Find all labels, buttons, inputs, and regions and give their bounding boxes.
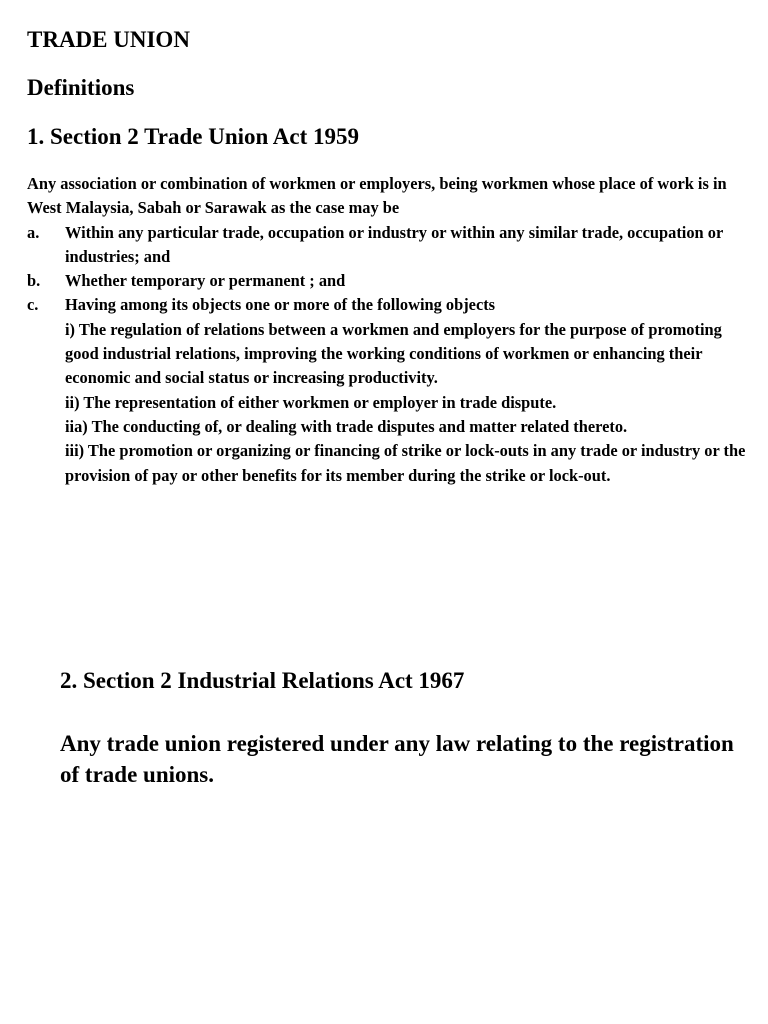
object-item-ii: ii) The representation of either workmen or employer in trade dispute. — [65, 392, 557, 412]
section1-intro: Any association or combination of workmen or employers, being workmen whose place of work is in West Malaysia, Sabah or Sarawak as the case may be — [27, 174, 727, 218]
list-item-text: Within any particular trade, occupation or industry or within any similar trade, occupation or industries; and — [65, 222, 723, 266]
section2-heading: 2. Section 2 Industrial Relations Act 1967 — [60, 668, 465, 693]
section2-body: Any trade union registered under any law relating to the registration of trade unions. — [60, 731, 734, 787]
section1-body — [27, 172, 747, 488]
list-item-a — [27, 221, 747, 270]
list-item-c — [27, 293, 747, 317]
object-item-iii: iii) The promotion or organizing or financing of strike or lock-outs in any trade or industry or the provision of pay or other benefits for its member during the strike or lock-out. — [65, 441, 746, 485]
definitions-heading: Definitions — [27, 75, 135, 100]
list-item-b — [27, 269, 747, 293]
objects-list — [65, 318, 747, 488]
object-item-i: i) The regulation of relations between a workmen and employers for the purpose of promoting good industrial relations, improving the working conditions of workmen or enhancing their economic and social status or increasing productivity. — [65, 319, 722, 388]
object-item-iia: iia) The conducting of, or dealing with trade disputes and matter related thereto. — [65, 416, 628, 436]
list-item-text: Whether temporary or permanent ; and — [65, 271, 346, 291]
document-title: TRADE UNION — [27, 27, 190, 52]
list-marker: c. — [27, 295, 39, 315]
list-marker: b. — [27, 271, 41, 291]
section1-heading: 1. Section 2 Trade Union Act 1959 — [27, 124, 360, 149]
list-marker: a. — [27, 222, 40, 242]
list-item-text: Having among its objects one or more of the following objects — [65, 295, 496, 315]
